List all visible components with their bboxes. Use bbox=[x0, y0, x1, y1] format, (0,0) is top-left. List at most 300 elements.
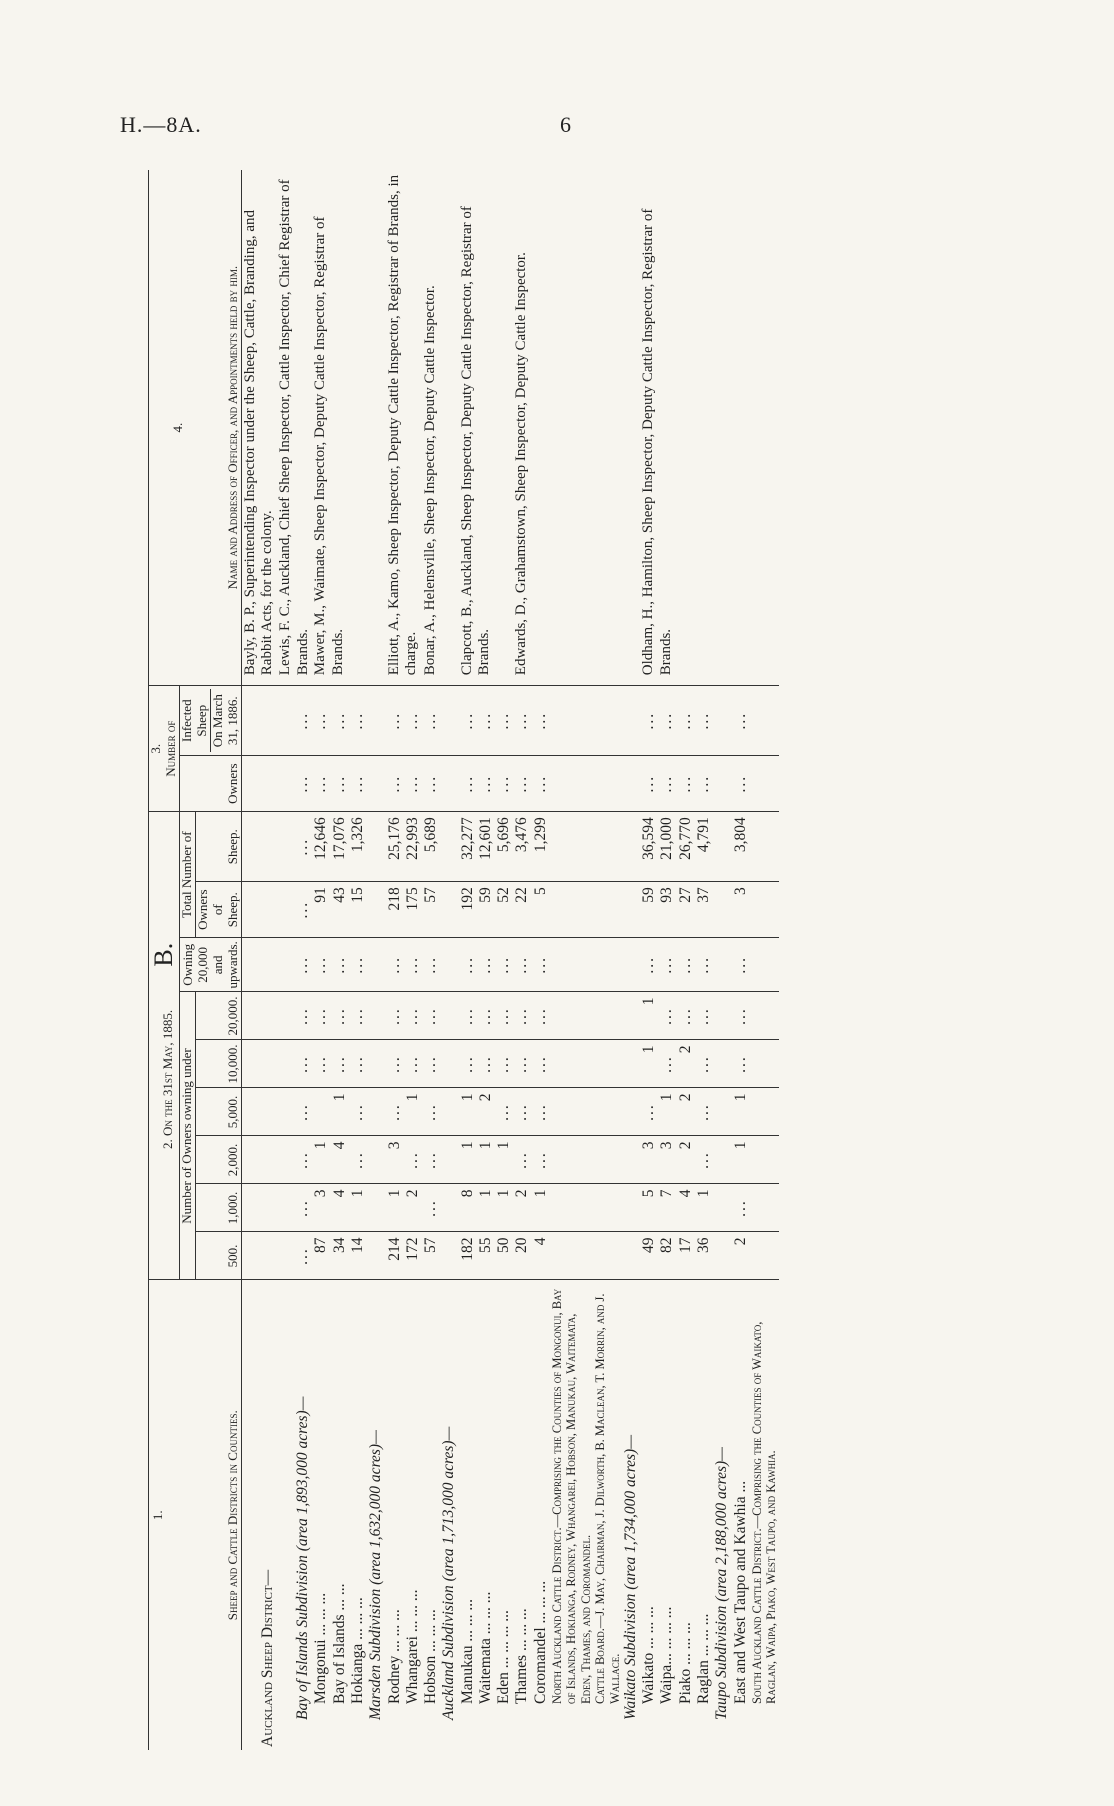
value-cell: 43 bbox=[331, 882, 349, 938]
value-cell bbox=[750, 1040, 779, 1088]
value-cell: 5 bbox=[640, 1184, 658, 1232]
value-cell: ... bbox=[695, 1040, 713, 1088]
value-cell: ... bbox=[695, 992, 713, 1040]
value-cell: 27 bbox=[677, 882, 695, 938]
value-cell: 49 bbox=[640, 1232, 658, 1280]
col3-header: 3. Number of bbox=[149, 686, 180, 812]
value-cell bbox=[593, 756, 622, 812]
value-cell: ... bbox=[386, 1040, 404, 1088]
table-row bbox=[750, 170, 779, 1750]
value-cell: ... bbox=[459, 686, 477, 756]
value-cell: ... bbox=[404, 992, 422, 1040]
value-cell bbox=[241, 882, 277, 938]
value-cell: 82 bbox=[658, 1232, 676, 1280]
value-cell: ... bbox=[277, 938, 312, 992]
value-cell: 1 bbox=[386, 1184, 404, 1232]
value-cell: 172 bbox=[404, 1232, 422, 1280]
value-cell: 17,076 bbox=[331, 812, 349, 882]
value-cell: ... bbox=[331, 992, 349, 1040]
value-cell: 32,277 bbox=[459, 812, 477, 882]
value-cell bbox=[593, 1232, 622, 1280]
value-cell: ... bbox=[732, 756, 750, 812]
value-cell: ... bbox=[532, 1136, 550, 1184]
value-cell bbox=[440, 812, 458, 882]
value-cell: ... bbox=[732, 1040, 750, 1088]
value-cell: 7 bbox=[658, 1184, 676, 1232]
band-1000: 1,000. bbox=[195, 1184, 241, 1232]
value-cell: 22,993 bbox=[404, 812, 422, 882]
value-cell bbox=[622, 882, 640, 938]
value-cell bbox=[713, 686, 731, 756]
col4-header: 4. Name and Address of Officer, and Appointments held by him. bbox=[149, 170, 242, 686]
value-cell: 93 bbox=[658, 882, 676, 938]
value-cell: 1 bbox=[695, 1184, 713, 1232]
value-cell: ... bbox=[277, 812, 312, 882]
value-cell: ... bbox=[495, 1040, 513, 1088]
value-cell: ... bbox=[640, 686, 658, 756]
value-cell bbox=[713, 812, 731, 882]
value-cell: ... bbox=[677, 756, 695, 812]
table-row bbox=[422, 170, 440, 1750]
value-cell: ... bbox=[477, 992, 495, 1040]
value-cell: 2 bbox=[677, 1088, 695, 1136]
district-label: Taupo Subdivision (area 2,188,000 acres)— bbox=[713, 1447, 731, 1720]
value-cell bbox=[622, 686, 640, 756]
value-cell: ... bbox=[695, 686, 713, 756]
total-owners-header: Owners of Sheep. bbox=[195, 882, 241, 938]
district-label: Whangarei ... ... ... bbox=[403, 1589, 421, 1704]
value-cell: ... bbox=[495, 992, 513, 1040]
value-cell bbox=[713, 882, 731, 938]
value-cell: ... bbox=[513, 756, 531, 812]
district-label: Manukau ... ... ... bbox=[458, 1598, 476, 1704]
value-cell bbox=[440, 992, 458, 1040]
value-cell: 55 bbox=[477, 1232, 495, 1280]
value-cell: 36 bbox=[695, 1232, 713, 1280]
district-label: Bay of Islands Subdivision (area 1,893,000 acres)— bbox=[294, 1396, 312, 1720]
value-cell bbox=[367, 992, 385, 1040]
value-cell: ... bbox=[277, 992, 312, 1040]
table-row bbox=[640, 170, 658, 1750]
value-cell bbox=[440, 756, 458, 812]
value-cell: ... bbox=[677, 992, 695, 1040]
value-cell: 1 bbox=[495, 1136, 513, 1184]
value-cell: 8 bbox=[459, 1184, 477, 1232]
value-cell: ... bbox=[386, 992, 404, 1040]
officer-entry: Bayly, B. P., Superintending Inspector under the Sheep, Cattle, Branding, and Rabbit Acts, for the colony. bbox=[241, 170, 277, 686]
value-cell bbox=[750, 1088, 779, 1136]
value-cell: 3 bbox=[312, 1184, 330, 1232]
value-cell: ... bbox=[532, 1088, 550, 1136]
value-cell: 2 bbox=[677, 1040, 695, 1088]
value-cell bbox=[241, 812, 277, 882]
value-cell bbox=[593, 686, 622, 756]
value-cell: ... bbox=[640, 938, 658, 992]
table-row bbox=[277, 170, 312, 1750]
value-cell: ... bbox=[386, 938, 404, 992]
value-cell bbox=[440, 1232, 458, 1280]
value-cell bbox=[367, 686, 385, 756]
value-cell: 1 bbox=[532, 1184, 550, 1232]
owners-group-header: Number of Owners owning under bbox=[179, 992, 195, 1280]
value-cell bbox=[367, 938, 385, 992]
value-cell: ... bbox=[331, 686, 349, 756]
band-20000: 20,000. bbox=[195, 992, 241, 1040]
value-cell: ... bbox=[477, 1040, 495, 1088]
district-label: Mongonui ... ... ... bbox=[312, 1592, 330, 1704]
value-cell bbox=[241, 1184, 277, 1232]
document-reference: H.—8A. bbox=[120, 112, 202, 137]
value-cell bbox=[622, 1088, 640, 1136]
value-cell: ... bbox=[495, 686, 513, 756]
value-cell: ... bbox=[477, 938, 495, 992]
value-cell: ... bbox=[422, 938, 440, 992]
value-cell: ... bbox=[532, 992, 550, 1040]
value-cell: ... bbox=[422, 1136, 440, 1184]
value-cell: ... bbox=[277, 1136, 312, 1184]
value-cell bbox=[713, 1088, 731, 1136]
value-cell bbox=[550, 1040, 593, 1088]
band-5000: 5,000. bbox=[195, 1088, 241, 1136]
district-label: Marsden Subdivision (area 1,632,000 acres)— bbox=[367, 1430, 385, 1720]
value-cell bbox=[713, 1040, 731, 1088]
district-label: Waikato ... ... ... bbox=[640, 1606, 658, 1704]
band-2000: 2,000. bbox=[195, 1136, 241, 1184]
value-cell: 26,770 bbox=[677, 812, 695, 882]
value-cell bbox=[550, 938, 593, 992]
value-cell: ... bbox=[532, 938, 550, 992]
value-cell: ... bbox=[422, 1184, 440, 1232]
value-cell: ... bbox=[312, 1040, 330, 1088]
value-cell: ... bbox=[695, 756, 713, 812]
value-cell: 57 bbox=[422, 1232, 440, 1280]
value-cell: ... bbox=[495, 938, 513, 992]
value-cell: ... bbox=[404, 686, 422, 756]
value-cell bbox=[550, 882, 593, 938]
value-cell: 52 bbox=[495, 882, 513, 938]
officer-entry: Clapcott, B., Auckland, Sheep Inspector, Deputy Cattle Inspector, Registrar of Brands. bbox=[459, 170, 514, 686]
value-cell bbox=[750, 938, 779, 992]
value-cell bbox=[550, 686, 593, 756]
value-cell: ... bbox=[459, 992, 477, 1040]
officer-empty bbox=[750, 170, 779, 686]
value-cell: 59 bbox=[477, 882, 495, 938]
value-cell bbox=[593, 812, 622, 882]
value-cell: ... bbox=[477, 756, 495, 812]
value-cell: ... bbox=[277, 686, 312, 756]
district-label: Hobson ... ... ... bbox=[422, 1609, 440, 1704]
value-cell: 4 bbox=[677, 1184, 695, 1232]
value-cell bbox=[241, 686, 277, 756]
owning-upwards-header: Owning 20,000 and upwards. bbox=[179, 938, 241, 992]
value-cell bbox=[750, 1136, 779, 1184]
officer-entry: Mawer, M., Waimate, Sheep Inspector, Deputy Cattle Inspector, Registrar of Brands. bbox=[312, 170, 385, 686]
value-cell bbox=[713, 1136, 731, 1184]
value-cell: ... bbox=[532, 686, 550, 756]
value-cell: 1 bbox=[349, 1184, 367, 1232]
table-row bbox=[241, 170, 277, 1750]
value-cell bbox=[750, 1232, 779, 1280]
value-cell bbox=[593, 1040, 622, 1088]
value-cell bbox=[367, 756, 385, 812]
value-cell bbox=[367, 812, 385, 882]
value-cell bbox=[550, 1088, 593, 1136]
district-label: East and West Taupo and Kawhia ... bbox=[731, 1480, 749, 1704]
district-label: Bay of Islands ... ... bbox=[330, 1583, 348, 1704]
value-cell bbox=[241, 1088, 277, 1136]
district-label: Waikato Subdivision (area 1,734,000 acres)— bbox=[621, 1434, 639, 1720]
value-cell: 4,791 bbox=[695, 812, 713, 882]
value-cell: 12,646 bbox=[312, 812, 330, 882]
value-cell: 4 bbox=[331, 1136, 349, 1184]
value-cell: 1 bbox=[477, 1136, 495, 1184]
value-cell: ... bbox=[331, 756, 349, 812]
value-cell: 1 bbox=[640, 1040, 658, 1088]
value-cell: ... bbox=[513, 686, 531, 756]
total-group-header: Total Number of bbox=[179, 812, 195, 938]
officer-empty bbox=[713, 170, 731, 686]
value-cell bbox=[750, 686, 779, 756]
value-cell: 3 bbox=[732, 882, 750, 938]
value-cell: ... bbox=[459, 756, 477, 812]
value-cell: ... bbox=[658, 1040, 676, 1088]
value-cell bbox=[622, 938, 640, 992]
page-number: 6 bbox=[560, 112, 572, 137]
col1-header: 1. Sheep and Cattle Districts in Counties. bbox=[149, 1280, 242, 1750]
value-cell bbox=[622, 1040, 640, 1088]
value-cell: ... bbox=[404, 1040, 422, 1088]
value-cell bbox=[593, 1088, 622, 1136]
value-cell bbox=[750, 882, 779, 938]
officer-empty bbox=[732, 170, 750, 686]
value-cell bbox=[440, 1136, 458, 1184]
value-cell: 59 bbox=[640, 882, 658, 938]
value-cell: ... bbox=[513, 1136, 531, 1184]
value-cell: 5 bbox=[532, 882, 550, 938]
value-cell: ... bbox=[312, 756, 330, 812]
value-cell: 2 bbox=[404, 1184, 422, 1232]
value-cell: ... bbox=[477, 686, 495, 756]
value-cell: ... bbox=[640, 1088, 658, 1136]
value-cell: 1 bbox=[732, 1088, 750, 1136]
value-cell: 4 bbox=[331, 1184, 349, 1232]
value-cell bbox=[713, 756, 731, 812]
table-row bbox=[386, 170, 404, 1750]
value-cell bbox=[440, 1088, 458, 1136]
value-cell bbox=[622, 1232, 640, 1280]
value-cell bbox=[550, 1232, 593, 1280]
value-cell: 14 bbox=[349, 1232, 367, 1280]
value-cell: ... bbox=[277, 756, 312, 812]
value-cell: 1 bbox=[404, 1088, 422, 1136]
value-cell: 1 bbox=[732, 1136, 750, 1184]
value-cell: ... bbox=[349, 992, 367, 1040]
value-cell: 175 bbox=[404, 882, 422, 938]
value-cell: ... bbox=[386, 756, 404, 812]
value-cell: 2 bbox=[732, 1232, 750, 1280]
rotated-table-page bbox=[148, 170, 958, 1750]
value-cell bbox=[241, 756, 277, 812]
value-cell bbox=[622, 1184, 640, 1232]
value-cell bbox=[312, 1088, 330, 1136]
value-cell: ... bbox=[658, 686, 676, 756]
value-cell: ... bbox=[459, 1040, 477, 1088]
value-cell bbox=[713, 1184, 731, 1232]
value-cell bbox=[367, 1088, 385, 1136]
value-cell bbox=[440, 1040, 458, 1088]
value-cell bbox=[440, 882, 458, 938]
value-cell: ... bbox=[658, 756, 676, 812]
value-cell: ... bbox=[422, 1040, 440, 1088]
value-cell: ... bbox=[732, 686, 750, 756]
band-10000: 10,000. bbox=[195, 1040, 241, 1088]
district-label: Eden ... ... ... ... bbox=[495, 1610, 513, 1704]
value-cell: 182 bbox=[459, 1232, 477, 1280]
district-label: Coromandel ... ... ... bbox=[531, 1580, 549, 1704]
value-cell: 15 bbox=[349, 882, 367, 938]
district-label: Raglan ... ... ... bbox=[695, 1613, 713, 1704]
value-cell: ... bbox=[331, 938, 349, 992]
value-cell: ... bbox=[495, 1088, 513, 1136]
table-row bbox=[713, 170, 731, 1750]
value-cell: 22 bbox=[513, 882, 531, 938]
value-cell bbox=[750, 992, 779, 1040]
value-cell: ... bbox=[422, 756, 440, 812]
value-cell: ... bbox=[386, 1088, 404, 1136]
value-cell bbox=[593, 1184, 622, 1232]
value-cell bbox=[367, 1184, 385, 1232]
officer-entry: Oldham, H., Hamilton, Sheep Inspector, Deputy Cattle Inspector, Registrar of Brands. bbox=[640, 170, 713, 686]
value-cell bbox=[593, 992, 622, 1040]
district-label: North Auckland Cattle District.—Comprising the Counties of Mongonui, Bay of Islands, Hokianga, Rodney, Whangarei, Hobson, Manukau, Waitemata, Eden, Thames, and Coromandel. bbox=[550, 1288, 593, 1704]
value-cell: ... bbox=[695, 938, 713, 992]
value-cell: 214 bbox=[386, 1232, 404, 1280]
value-cell: ... bbox=[312, 686, 330, 756]
value-cell bbox=[241, 1232, 277, 1280]
value-cell: 1 bbox=[640, 992, 658, 1040]
value-cell: ... bbox=[732, 938, 750, 992]
district-label: Rodney ... ... ... bbox=[385, 1609, 403, 1704]
value-cell: 1 bbox=[477, 1184, 495, 1232]
value-cell: ... bbox=[277, 1184, 312, 1232]
value-cell: 2 bbox=[477, 1088, 495, 1136]
value-cell: 5,689 bbox=[422, 812, 440, 882]
table-row bbox=[732, 170, 750, 1750]
value-cell: ... bbox=[349, 1136, 367, 1184]
value-cell: 2 bbox=[677, 1136, 695, 1184]
value-cell: 192 bbox=[459, 882, 477, 938]
value-cell bbox=[367, 1232, 385, 1280]
value-cell: ... bbox=[640, 756, 658, 812]
value-cell: ... bbox=[277, 1040, 312, 1088]
value-cell: ... bbox=[404, 756, 422, 812]
value-cell: ... bbox=[349, 1088, 367, 1136]
col2-header: 2. On the 31st May, 1885. B. bbox=[149, 812, 180, 1280]
value-cell: ... bbox=[695, 1088, 713, 1136]
value-cell: ... bbox=[404, 938, 422, 992]
value-cell bbox=[367, 882, 385, 938]
district-label: Waipa... ... ... ... bbox=[658, 1606, 676, 1704]
value-cell bbox=[550, 1184, 593, 1232]
section-letter: B. bbox=[149, 942, 178, 967]
value-cell: ... bbox=[277, 1232, 312, 1280]
value-cell: ... bbox=[658, 938, 676, 992]
value-cell bbox=[750, 1184, 779, 1232]
value-cell: ... bbox=[495, 756, 513, 812]
value-cell: 3 bbox=[386, 1136, 404, 1184]
value-cell: 3 bbox=[640, 1136, 658, 1184]
value-cell: 3 bbox=[658, 1136, 676, 1184]
sheep-returns-table bbox=[148, 170, 779, 1750]
value-cell bbox=[750, 812, 779, 882]
table-row bbox=[459, 170, 477, 1750]
value-cell: ... bbox=[349, 756, 367, 812]
officer-entry: Edwards, D., Grahamstown, Sheep Inspector, Deputy Cattle Inspector. bbox=[513, 170, 640, 686]
table-row bbox=[513, 170, 531, 1750]
band-500: 500. bbox=[195, 1232, 241, 1280]
value-cell bbox=[622, 756, 640, 812]
value-cell: 1 bbox=[459, 1136, 477, 1184]
value-cell: 37 bbox=[695, 882, 713, 938]
value-cell bbox=[550, 812, 593, 882]
value-cell bbox=[713, 1232, 731, 1280]
value-cell: ... bbox=[732, 1184, 750, 1232]
col3-infected-header: Infected Sheep On March 31, 1886. bbox=[179, 686, 241, 756]
value-cell: ... bbox=[349, 686, 367, 756]
value-cell: ... bbox=[677, 686, 695, 756]
value-cell bbox=[440, 938, 458, 992]
value-cell: 1 bbox=[658, 1088, 676, 1136]
district-label: Auckland Sheep District— bbox=[258, 1569, 276, 1747]
value-cell: ... bbox=[422, 686, 440, 756]
value-cell: 34 bbox=[331, 1232, 349, 1280]
value-cell: 3,476 bbox=[513, 812, 531, 882]
value-cell: 218 bbox=[386, 882, 404, 938]
value-cell: 50 bbox=[495, 1232, 513, 1280]
value-cell bbox=[241, 1136, 277, 1184]
value-cell: ... bbox=[349, 938, 367, 992]
value-cell: 57 bbox=[422, 882, 440, 938]
value-cell bbox=[440, 686, 458, 756]
value-cell: 12,601 bbox=[477, 812, 495, 882]
district-label: South Auckland Cattle District.—Comprising the Counties of Waikato, Raglan, Waipa, Piako, West Taupo, and Kawhia. bbox=[749, 1321, 779, 1704]
value-cell: 4 bbox=[532, 1232, 550, 1280]
value-cell: 17 bbox=[677, 1232, 695, 1280]
value-cell bbox=[550, 1136, 593, 1184]
value-cell: ... bbox=[513, 992, 531, 1040]
value-cell: 91 bbox=[312, 882, 330, 938]
value-cell: ... bbox=[732, 992, 750, 1040]
district-label: Piako ... ... ... bbox=[676, 1622, 694, 1704]
value-cell: ... bbox=[422, 992, 440, 1040]
value-cell bbox=[550, 756, 593, 812]
officer-entry: Bonar, A., Helensville, Sheep Inspector, Deputy Cattle Inspector. bbox=[422, 170, 459, 686]
value-cell bbox=[593, 882, 622, 938]
value-cell: ... bbox=[513, 938, 531, 992]
value-cell bbox=[241, 992, 277, 1040]
district-label: Waitemata ... ... ... bbox=[476, 1591, 494, 1704]
value-cell: 2 bbox=[513, 1184, 531, 1232]
value-cell: ... bbox=[658, 992, 676, 1040]
value-cell bbox=[593, 1136, 622, 1184]
value-cell: ... bbox=[513, 1040, 531, 1088]
value-cell: 5,696 bbox=[495, 812, 513, 882]
value-cell: ... bbox=[532, 1040, 550, 1088]
district-label: Thames ... ... ... bbox=[513, 1608, 531, 1704]
value-cell bbox=[367, 1136, 385, 1184]
value-cell: ... bbox=[513, 1088, 531, 1136]
value-cell: ... bbox=[277, 882, 312, 938]
